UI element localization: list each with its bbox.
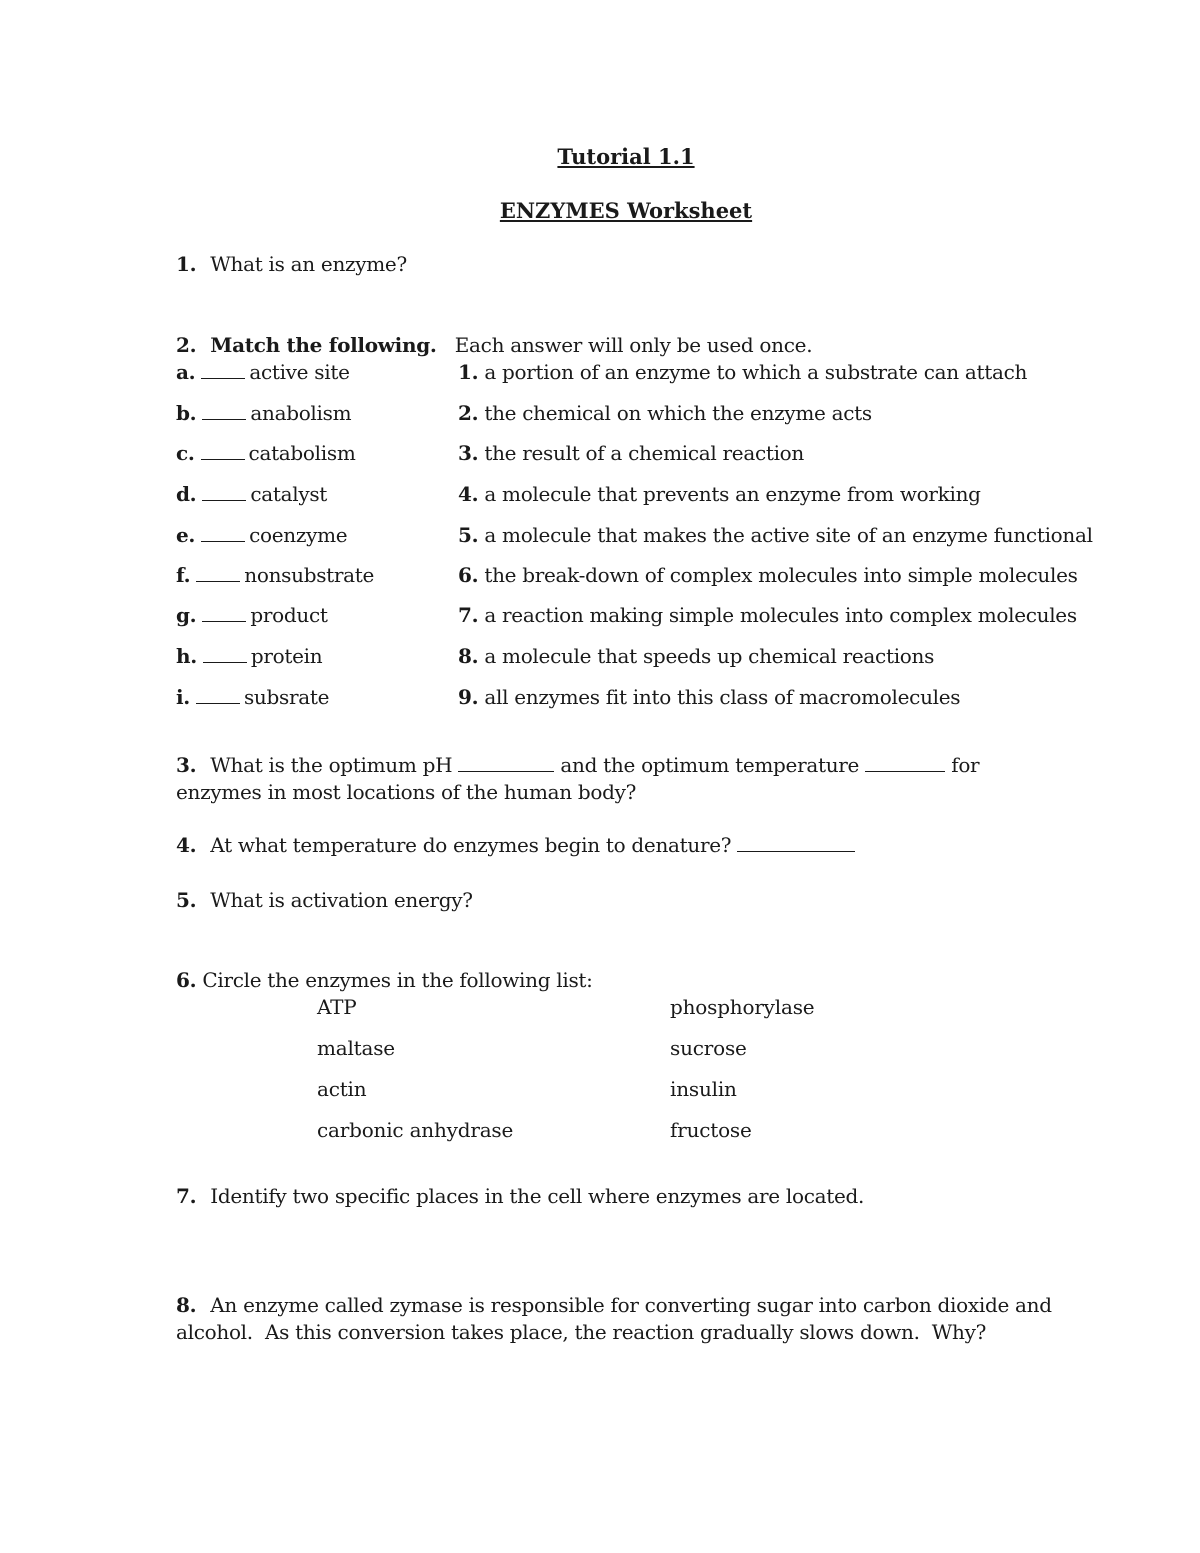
match-number: 1. — [458, 360, 479, 384]
question-2 — [176, 333, 812, 357]
enzyme-candidate[interactable]: actin — [317, 1077, 367, 1101]
match-term: subsrate — [243, 685, 330, 709]
match-definition: all enzymes fit into this class of macromolecules — [484, 685, 961, 709]
match-definition: the break-down of complex molecules into simple molecules — [484, 563, 1078, 587]
denature-answer-blank[interactable] — [737, 835, 855, 852]
answer-blank[interactable] — [202, 607, 246, 622]
question-3 — [176, 752, 1066, 806]
match-number: 2. — [458, 401, 479, 425]
match-row — [176, 441, 1076, 471]
match-term: active site — [249, 360, 350, 384]
match-row — [176, 685, 1076, 715]
question-text: What is activation energy? — [210, 888, 473, 912]
match-definition: a portion of an enzyme to which a substrate can attach — [484, 360, 1028, 384]
question-number: 5. — [176, 888, 197, 912]
match-term: product — [250, 603, 328, 627]
answer-blank[interactable] — [196, 567, 240, 582]
answer-blank[interactable] — [203, 648, 247, 663]
match-letter: e. — [176, 523, 196, 547]
match-row — [176, 563, 1076, 593]
match-number: 7. — [458, 603, 479, 627]
question-text: At what temperature do enzymes begin to denature? — [210, 833, 732, 857]
match-definition: a molecule that makes the active site of an enzyme functional — [484, 523, 1093, 547]
question-1 — [176, 252, 407, 276]
question-number: 4. — [176, 833, 197, 857]
answer-blank[interactable] — [201, 364, 245, 379]
match-definition: the chemical on which the enzyme acts — [484, 401, 872, 425]
match-term: coenzyme — [249, 523, 348, 547]
enzyme-candidate[interactable]: ATP — [317, 995, 357, 1019]
question-6 — [176, 968, 593, 992]
answer-blank[interactable] — [201, 445, 245, 460]
enzyme-candidate[interactable]: insulin — [670, 1077, 737, 1101]
question-text-part2: and the optimum temperature — [560, 753, 860, 777]
match-row — [176, 401, 1076, 431]
match-term: catabolism — [248, 441, 356, 465]
match-row — [176, 603, 1076, 633]
match-row — [176, 482, 1076, 512]
match-term: catalyst — [250, 482, 328, 506]
question-text: An enzyme called zymase is responsible for converting sugar into carbon dioxide and alcohol. As this conversion takes place, the reaction gradually slows down. Why? — [176, 1293, 1058, 1344]
match-definition: a molecule that prevents an enzyme from working — [484, 482, 981, 506]
question-number: 1. — [176, 252, 197, 276]
question-text-part3: for enzymes in most locations of the human body? — [176, 753, 980, 804]
match-definition: the result of a chemical reaction — [484, 441, 805, 465]
answer-blank[interactable] — [201, 527, 245, 542]
worksheet-subtitle: ENZYMES Worksheet — [499, 198, 753, 223]
match-row — [176, 523, 1093, 553]
match-number: 4. — [458, 482, 479, 506]
question-text: Each answer will only be used once. — [454, 333, 813, 357]
match-number: 8. — [458, 644, 479, 668]
match-letter: a. — [176, 360, 196, 384]
enzyme-candidate[interactable]: maltase — [317, 1036, 395, 1060]
match-letter: d. — [176, 482, 197, 506]
question-number: 2. — [176, 333, 197, 357]
temperature-answer-blank[interactable] — [865, 755, 945, 772]
match-letter: f. — [176, 563, 191, 587]
question-4 — [176, 833, 855, 857]
question-number: 8. — [176, 1293, 197, 1317]
question-number: 7. — [176, 1184, 197, 1208]
enzyme-candidate[interactable]: sucrose — [670, 1036, 747, 1060]
question-7 — [176, 1184, 864, 1208]
match-letter: g. — [176, 603, 197, 627]
match-definition: a reaction making simple molecules into complex molecules — [484, 603, 1077, 627]
question-8 — [176, 1292, 1066, 1346]
question-bold-text: Match the following. — [210, 333, 437, 357]
match-definition: a molecule that speeds up chemical reactions — [484, 644, 935, 668]
match-number: 6. — [458, 563, 479, 587]
enzyme-candidate[interactable]: phosphorylase — [670, 995, 815, 1019]
question-text: What is an enzyme? — [210, 252, 407, 276]
match-number: 9. — [458, 685, 479, 709]
match-letter: i. — [176, 685, 190, 709]
question-text: Identify two specific places in the cell where enzymes are located. — [210, 1184, 865, 1208]
match-number: 5. — [458, 523, 479, 547]
question-text: Circle the enzymes in the following list: — [202, 968, 593, 992]
answer-blank[interactable] — [202, 405, 246, 420]
question-number: 6. — [176, 968, 197, 992]
answer-blank[interactable] — [196, 689, 240, 704]
match-letter: c. — [176, 441, 195, 465]
answer-blank[interactable] — [202, 486, 246, 501]
question-5 — [176, 888, 473, 912]
match-term: anabolism — [250, 401, 352, 425]
page-title: Tutorial 1.1 — [557, 144, 695, 169]
enzyme-candidate[interactable]: fructose — [670, 1118, 752, 1142]
ph-answer-blank[interactable] — [458, 755, 554, 772]
match-number: 3. — [458, 441, 479, 465]
match-term: protein — [250, 644, 323, 668]
match-row — [176, 360, 1076, 390]
enzyme-candidate[interactable]: carbonic anhydrase — [317, 1118, 514, 1142]
question-number: 3. — [176, 753, 197, 777]
match-row — [176, 644, 1076, 674]
question-text-part1: What is the optimum pH — [210, 753, 453, 777]
match-term: nonsubstrate — [244, 563, 375, 587]
match-letter: h. — [176, 644, 197, 668]
match-letter: b. — [176, 401, 197, 425]
